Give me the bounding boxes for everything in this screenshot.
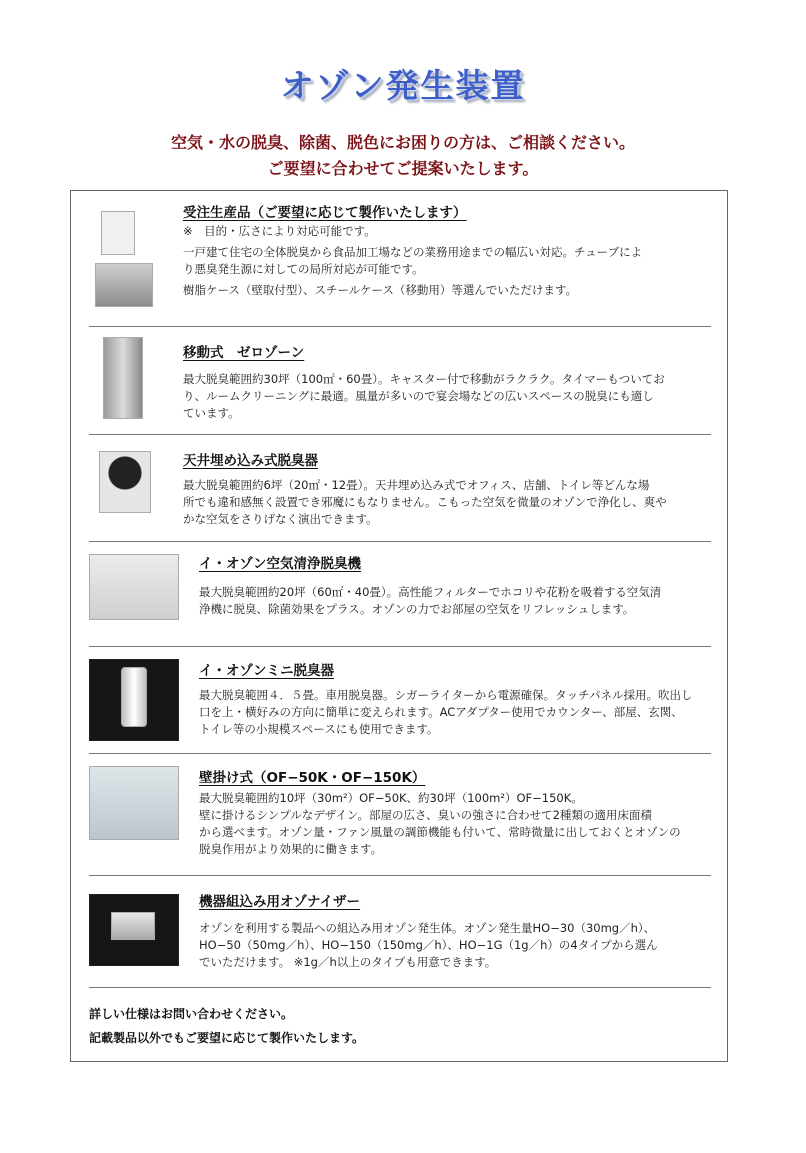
description-line: でいただけます。 ※1g／h以上のタイプも用意できます。 xyxy=(199,955,497,969)
intro-line-2: ご要望に合わせてご提案いたします。 xyxy=(267,159,539,178)
description-line: 脱臭作用がより効果的に働きます。 xyxy=(199,842,383,856)
product-section-custom xyxy=(71,191,727,327)
footer-line-2: 記載製品以外でもご要望に応じて製作いたします。 xyxy=(89,1031,365,1045)
section-divider xyxy=(89,987,711,988)
product-description xyxy=(183,477,713,528)
product-section-wall-mounted xyxy=(71,754,727,876)
description-line: ※ 目的・広さにより対応可能です。 xyxy=(183,224,376,238)
description-line: 最大脱臭範囲約30坪（100㎡・60畳）。キャスター付で移動がラクラク。タイマーもついてお xyxy=(183,372,665,386)
product-photo-ozonizer-unit xyxy=(111,912,155,940)
intro-line-1: 空気・水の脱臭、除菌、脱色にお困りの方は、ご相談ください。 xyxy=(170,133,635,152)
description-line: トイレ等の小規模スペースにも使用できます。 xyxy=(199,722,439,736)
product-section-mini xyxy=(71,647,727,754)
description-line: 最大脱臭範囲約20坪（60㎡・40畳）。高性能フィルターでホコリや花粉を吸着する空気清 xyxy=(199,585,662,599)
product-heading: 受注生産品（ご要望に応じて製作いたします） xyxy=(183,205,467,221)
product-photo-wall-mounted xyxy=(89,766,179,840)
product-heading: 移動式 ゼロゾーン xyxy=(183,345,305,361)
product-photo-mini-device xyxy=(121,667,147,727)
product-description xyxy=(183,223,713,299)
footer-line-1: 詳しい仕様はお問い合わせください。 xyxy=(89,1007,294,1021)
product-description xyxy=(199,584,714,618)
page-title: オゾン発生装置 xyxy=(280,66,526,105)
description-line: HO−50（50mg／h）、HO−150（150mg／h）、HO−1G（1g／h）の4タイプから選ん xyxy=(199,938,658,952)
description-line: り、ルームクリーニングに最適。風量が多いので宴会場などの広いスペースの脱臭にも適し xyxy=(183,389,654,403)
product-list-frame xyxy=(70,190,728,1062)
description-line: ています。 xyxy=(183,406,240,420)
product-description xyxy=(183,371,713,422)
description-line: 最大脱臭範囲約10坪（30m²）OF−50K、約30坪（100m²）OF−150K。 xyxy=(199,791,583,805)
description-line: 壁に掛けるシンプルなデザイン。部屋の広さ、臭いの強さに合わせて2種類の適用床面積 xyxy=(199,808,652,822)
description-line: かな空気をさりげなく演出できます。 xyxy=(183,512,378,526)
description-line: 最大脱臭範囲４．５畳。車用脱臭器。シガーライターから電源確保。タッチパネル採用。吹出し xyxy=(199,688,693,702)
product-section-air-purifier xyxy=(71,542,727,647)
product-section-ceiling xyxy=(71,435,727,542)
description-line: り悪臭発生源に対しての局所対応が可能です。 xyxy=(183,262,424,276)
description-line: 浄機に脱臭、除菌効果をプラス。オゾンの力でお部屋の空気をリフレッシュします。 xyxy=(199,602,635,616)
product-photo-ceiling xyxy=(99,451,151,513)
product-heading: イ・オゾン空気清浄脱臭機 xyxy=(199,556,361,572)
description-line: 一戸建て住宅の全体脱臭から食品加工場などの業務用途までの幅広い対応。チューブによ xyxy=(183,245,643,259)
product-heading: 壁掛け式（OF−50K・OF−150K） xyxy=(199,770,426,786)
product-description xyxy=(199,687,719,738)
description-line: 所でも違和感無く設置でき邪魔にもなりません。こもった空気を微量のオゾンで浄化し、爽や xyxy=(183,495,667,509)
product-photo-zerozone xyxy=(103,337,143,419)
product-description xyxy=(199,790,719,858)
description-line: から選べます。オゾン量・ファン風量の調節機能も付いて、常時微量に出しておくとオゾンの xyxy=(199,825,681,839)
product-heading: 機器組込み用オゾナイザー xyxy=(199,894,361,910)
product-section-ozonizer xyxy=(71,876,727,988)
description-line: 口を上・横好みの方向に簡単に変えられます。ACアダプター使用でカウンター、部屋、玄関、 xyxy=(199,705,683,719)
product-photo-custom-steel xyxy=(95,263,153,307)
product-heading: イ・オゾンミニ脱臭器 xyxy=(199,663,334,679)
product-section-zerozone xyxy=(71,327,727,435)
product-heading: 天井埋め込み式脱臭器 xyxy=(183,453,318,469)
description-line: 樹脂ケース（壁取付型）、スチールケース（移動用）等選んでいただけます。 xyxy=(183,283,577,297)
product-description xyxy=(199,920,719,971)
description-line: オゾンを利用する製品への組込み用オゾン発生体。オゾン発生量HO−30（30mg／h）、 xyxy=(199,921,656,935)
product-photo-air-purifier xyxy=(89,554,179,620)
description-line: 最大脱臭範囲約6坪（20㎡・12畳）。天井埋め込み式でオフィス、店舗、トイレ等どんな場 xyxy=(183,478,650,492)
product-photo-custom-wall xyxy=(101,211,135,255)
